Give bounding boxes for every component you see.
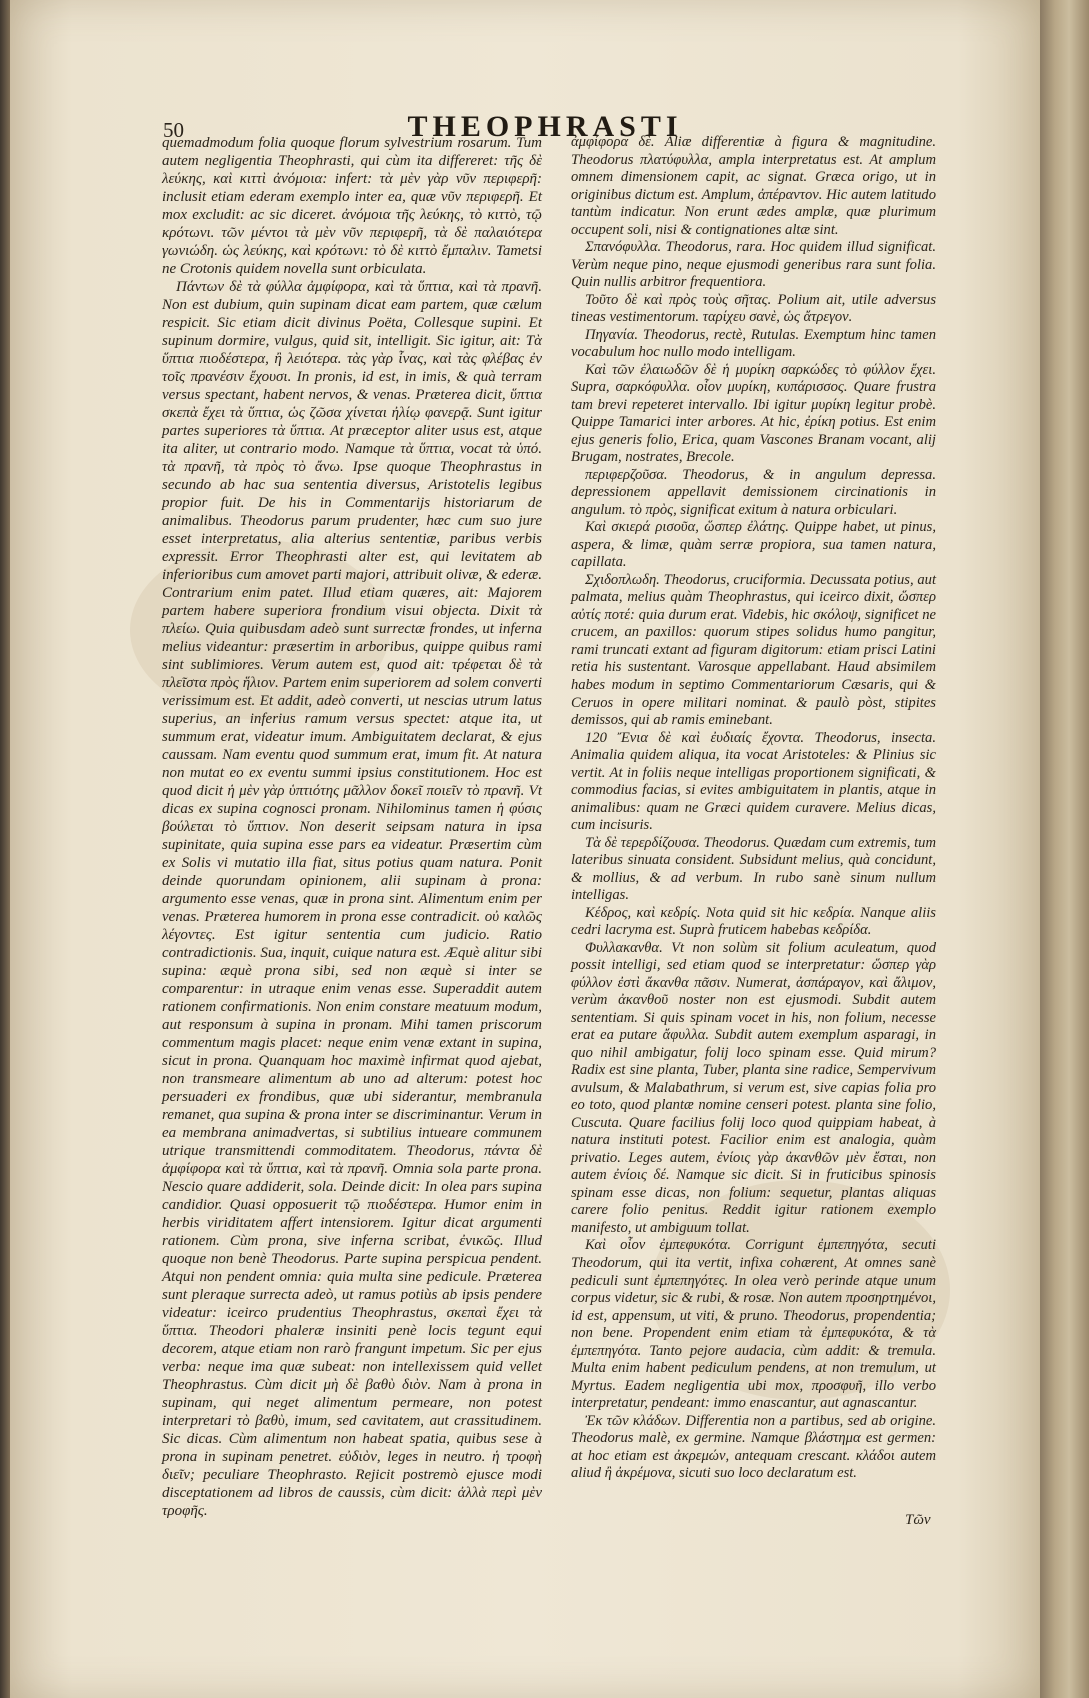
book-fore-edge <box>1040 0 1089 1698</box>
paragraph: Πηγανία. Theodorus, rectè, Rutulas. Exemptum hinc tamen vocabulum hoc nullo modo intelligam. <box>571 326 936 361</box>
paragraph: Σπανόφυλλα. Theodorus, rara. Hoc quidem illud significat. Verùm neque pino, neque ejusmodi generibus rara sunt folia. Quin nullis arbitror frequentiora. <box>571 239 936 291</box>
paragraph: περιφερζοῦσα. Theodorus, & in angulum depressa. depressionem appellavit demissionem circinationis in angulum. τὸ πρὸς, significat exitum à natura orbiculari. <box>571 466 936 518</box>
paragraph: Καὶ οἷον ἐμπεφυκότα. Corrigunt ἐμπεπηγότα, secuti Theodorum, qui ita vertit, infixa cohærent, At omnes sanè pediculi sunt ἐμπεπηγότες. In olea verò perinde atque unum corpus videtur, sic & rubi, & rosæ. Non autem προσηρτημένοι, id est, appensum, ut viti, & pruno. Theodorus, propendentia; non bene. Propendent enim etiam τὰ ἐμπεφυκότα, & τὰ ἐμπεπηγότα. Tanto pejore audacia, cùm addit: & tremula. Multa enim habent pediculum pendens, at non tremulum, ut Myrtus. Eadem negligentia ubi mox, προσφυῆ, illo verbo interpretatur, pendeant: immo enascantur, aut agnascantur. <box>571 1237 936 1412</box>
paragraph: quemadmodum folia quoque florum sylvestrium rosarum. Tum autem negligentia Theophrasti, qui cùm ita differeret: τῆς δὲ λεύκης, καὶ κιττὶ ἀνόμοια: infert: τὰ μὲν γὰρ νῦν περιφερῆ: inclusit etiam ederam exemplo inter ea, quæ νῦν περιφερῆ. Et mox excludit: ac sic diceret. ἀνόμοια τῆς λεύκης, τὸ κιττὸ, τῷ κρότωνι. τῶν μέντοι τὰ μὲν νῦν περιφερῆ, τὰ δὲ παλαιότερα γωνιώδη. ὡς λεύκης, καὶ κρότωνι: τὸ δὲ κιττὸ ἔμπαλιν. Tametsi ne Crotonis quidem novella sunt orbiculata. <box>162 135 542 277</box>
paragraph: Πάντων δὲ τὰ φύλλα ἀμφίφορα, καὶ τὰ ὕπτια, καὶ τὰ πρανῆ. Non est dubium, quin supinam dicat eam partem, quæ cælum respicit. Sic etiam dicit divinus Poëta, Collesque supini. Et supinum dormire, vulgus, quid sit, intelligit. Sic igitur, ait: Τὰ ὕπτια πιοδέστερα, ἢ λειότερα. τὰς γὰρ ἶνας, καὶ τὰς φλέβας ἐν τοῖς πρανέσιν ἔχουσι. In pronis, id est, in imis, & quà terram versus spectant, habent nervos, & venas. Præterea dicit, ὕπτια σκεπὰ ἔχει τὰ ὕπτια, ὡς ζῶσα χίνεται ἠλίῳ φανερᾷ. Sunt igitur partes superiores τὰ ὕπτια. At præceptor aliter usus est, atque ita aliter, ut contrario modo. Namque τὰ ὕπτια, vocat τὰ ὑπό. τὰ πρανῆ, τὰ πρὸς τὸ ἄνω. Ipse quoque Theophrastus in secundo ab hac sua sententia diversus, Aristotelis legibus propior fuit. De his in Commentarijs historiarum de animalibus. Theodorus parum prudenter, hæc cum suo jure esset interpretatus, alia alterius sententiæ, paribus verbis expressit. Error Theophrasti alter est, qui levitatem ab inferioribus cum amovet parti majori, attribuit olivæ, & ederæ. Contrarium enim patet. Illud etiam quæres, ait: Majorem partem habere superiora frondium visui objecta. Dixit τὰ πλείω. Quia quibusdam adeò sunt surrectæ frondes, ut inferna melius videantur: præsertim in arboribus, quippe quibus rami sint sublimiores. Verum autem est, quod ait: τρέφεται δὲ τὰ πλεῖστα πρὸς ἥλιον. Partem enim superiorem ad solem converti verissimum est. Et addit, adeò converti, ut nescias utrum latus superius, an inferius ramum versus spectet: atque ita, ut summum erat, videatur imum. Ambiguitatem declarat, & ejus caussam. Nam eventu quod summum erat, imum fit. At natura non mutat eo ex eventu summi ipsius constitutionem. Hoc est quod dicit ἡ μὲν γὰρ ὑπτιότης μᾶλλον δοκεῖ ποιεῖν τὸ πρανῆ. Vt dicas ex supina cognosci pronam. Nihilominus tamen ἡ φύσις βούλεται τὸ ὕπτιον. Non deserit seipsam natura in ipsa supinitate, quia supina esse pars ea videatur. Præsertim cùm ex Solis vi mutatio illa fiat, situs potius quam natura. Ponit deinde quorundam opinionem, alii supinam à prona: argumento esse venas, quæ in prona sint. Alimentum enim per venas. Præterea humorem in prona esse contradicit. οὐ καλῶς λέγοντες. Est igitur sententia cum judicio. Ratio contradictionis. Sua, inquit, cuique natura est. Æquè alitur sibi supina: æquè prona sibi, sed non æquè si inter se comparentur: in utraque enim venas esse. Superaddit autem rationem confirmationis. Non enim constare meatuum modum, aut responsum à supina in pronam. Mihi tamen priscorum commentum magis placet: neque enim venæ extant in supina, sicut in prona. Quanquam hoc maximè infirmat quod ajebat, non transmeare alimentum ab uno ad alterum: potest hoc persuaderi ex frondibus, quæ ubi siderantur, membranula remanet, qua supina & prona inter se discriminantur. Verum in ea membrana animadvertas, si subtilius intueare communem utrique transmittendi commoditatem. Theodorus, πάντα δὲ ἀμφίφορα καὶ τὰ ὕπτια, καὶ τὰ πρανῆ. Omnia sola parte prona. Nescio quare addiderit, sola. Deinde dicit: In olea pars supina candidior. Quasi opposuerit τῷ πιοδέστερα. Humor enim in herbis viriditatem affert intensiorem. Igitur dicat argumenti rationem. Cùm prona, sive inferna scribat, ἐνικῶς. Illud quoque non benè Theodorus. Parte supina perspicua pendent. Atqui non pendent omnia: quia multa sine pedicule. Præterea sunt pleraque surrecta adeò, ut ramus potiùs ab ipsis pendere videatur: iceirco prudentius Theophrastus, σκεπαὶ ἔχει τὰ ὕπτια. Theodori phaleræ insiniti penè locis tegunt equi decorem, atque etiam non rarò frangunt impetum. Sic per ejus verba: neque ima quæ subeat: non intellexissem quid vellet Theophrastus. Cùm dicit μὴ δὲ βαθὺ διὸν. Nam à prona in supinam, qui neget alimentum permeare, non potest interpretari τὸ βαθὺ, imum, sed cavitatem, aut crassitudinem. Sic dicas. Cùm alimentum non habeat spatia, quibus sese à prona in supinam penetret. εὐδιὸν, leges in neutro. ἡ τροφὴ διεῖν; peculiare Theophrasto. Rejicit postremò ejusce modi disceptationem ad libros de caussis, cùm dicit: ἀλλὰ περὶ μὲν τροφῆς. <box>162 279 542 1519</box>
book-gutter-edge <box>0 0 10 1698</box>
catchword: Τῶν <box>905 1512 931 1528</box>
left-column <box>162 134 542 1520</box>
paragraph: Καὶ σκιερά ρισοῦα, ὥσπερ ἐλάτης. Quippe habet, ut pinus, aspera, & limæ, quàm serræ propiora, sua tamen natura, capillata. <box>571 519 936 571</box>
paragraph: 120 Ἔνια δὲ καὶ ἐυδιαίς ἔχοντα. Theodorus, insecta. Animalia quidem aliqua, ita vocat Aristoteles: & Plinius sic vertit. At in foliis neque intelligas proportionem significati, & commodius facias, si evites ambiguitatem in plantis, atque in animalibus: quam ne Græci quidem curavere. Melius dicas, cum incisuris. <box>571 729 936 834</box>
paragraph: Τοῦτο δὲ καὶ πρὸς τοὺς σῆτας. Polium ait, utile adversus tineas vestimentorum. ταρίχευ σανὲ, ὡς ἄτρεγον. <box>571 291 936 326</box>
right-column <box>571 134 936 1483</box>
paragraph: ἀμφίφορα δὲ. Aliæ differentiæ à figura & magnitudine. Theodorus πλατύφυλλα, ampla interpretatus est. At amplum omnem dimensionem capit, ac signat. Græca origo, ut in originibus dictum est. Amplum, ἀπέραντον. Hic autem latitudo tantùm indicatur. Non erunt ædes amplæ, quæ plurimum occupent soli, nisi & contignationes altæ sint. <box>571 134 936 238</box>
page-number: 50 <box>163 118 184 142</box>
paragraph: Φυλλακανθα. Vt non solùm sit folium aculeatum, quod possit intelligi, sed etiam quod se interpretatur: ὥσπερ γὰρ φύλλον ἐστὶ ἄκανθα πᾶσιν. Numerat, ἀσπάραγον, καὶ ἄλιμον, verùm ἀκανθοῦ noster non est ejusmodi. Subdit autem sententiam. Si quis spinam vocet in his, non folium, necesse erat ea putare ἄφυλλα. Subdit autem exemplum asparagi, in quo nihil ambigatur, folij loco spinam esse. Quid mirum? Radix est sine planta, Tuber, planta sine radice, Sempervivum avulsum, & Malabathrum, si verum est, sive capias folia pro eo toto, quod plantæ nomine censeri potest. planta sine folio, Cuscuta. Quare facilius folij loco quod quippiam habeat, à natura instituti potest. Facilior enim est analogia, quàm privatio. Leges autem, ἐνίοις γὰρ ἀκανθῶν μὲν ἔσται, non autem ἐνίοις δέ. Namque sic dicit. Si in fruticibus spinosis spinam esse dicas, non folium: sequetur, plantas aliquas carere folio penitus. Reddit igitur rationem exemplo manifesto, ut ambiguum tollat. <box>571 939 936 1236</box>
paragraph: Κέδρος, καὶ κεδρίς. Nota quid sit hic κεδρία. Nanque aliis cedri lacryma est. Suprà fruticem habebas κεδρίδα. <box>571 904 936 939</box>
running-title: THEOPHRASTI <box>407 110 683 143</box>
paragraph: Σχιδοπλωδη. Theodorus, cruciformia. Decussata potius, aut palmata, melius quàm Theophrastus, qui iceirco dixit, ὥσπερ αὐτίς ποτέ: quia durum erat. Videbis, hic σκόλοψ, significet ne crucem, an paxillos: quorum stipes solidus humo pangitur, rami truncati extant ad figuram digitorum: etiam prisci Latini retia his sustentant. Varosque appellabant. Haud absimilem habes modum in septimo Commentariorum Cæsaris, qui & Ceruos in opere militari nominat. & paulò pòst, stipites demissos, qui ab ramis eminebant. <box>571 571 936 729</box>
paragraph: Τὰ δὲ τερερδίζουσα. Theodorus. Quædam cum extremis, tum lateribus sinuata consident. Subsidunt melius, quà concidunt, & mollius, & ad verbum. In rubo sanè sinum nullum intelligas. <box>571 834 936 904</box>
paragraph: Ἐκ τῶν κλάδων. Differentia non a partibus, sed ab origine. Theodorus malè, ex germine. Namque βλάστημα est germen: at hoc etiam est ἀκρεμών, antequam crescant. κλάδοι autem aliud ἢ ἀκρέμονα, sicuti suo loco declaratum est. <box>571 1412 936 1482</box>
paragraph: Καὶ τῶν ἐλαιωδῶν δὲ ἡ μυρίκη σαρκώδες τὸ φύλλον ἔχει. Supra, σαρκόφυλλα. οἷον μυρίκη, κυπάρισσος. Quare frustra tam brevi repeteret intervallo. Ibi igitur μυρίκη legitur probè. Quippe Tamarici inter arbores. At hic, ἐρίκη potius. Est enim ejus generis folio, Erica, quam Vascones Branam vocant, alij Brugam, nostrates, Brecole. <box>571 361 936 466</box>
